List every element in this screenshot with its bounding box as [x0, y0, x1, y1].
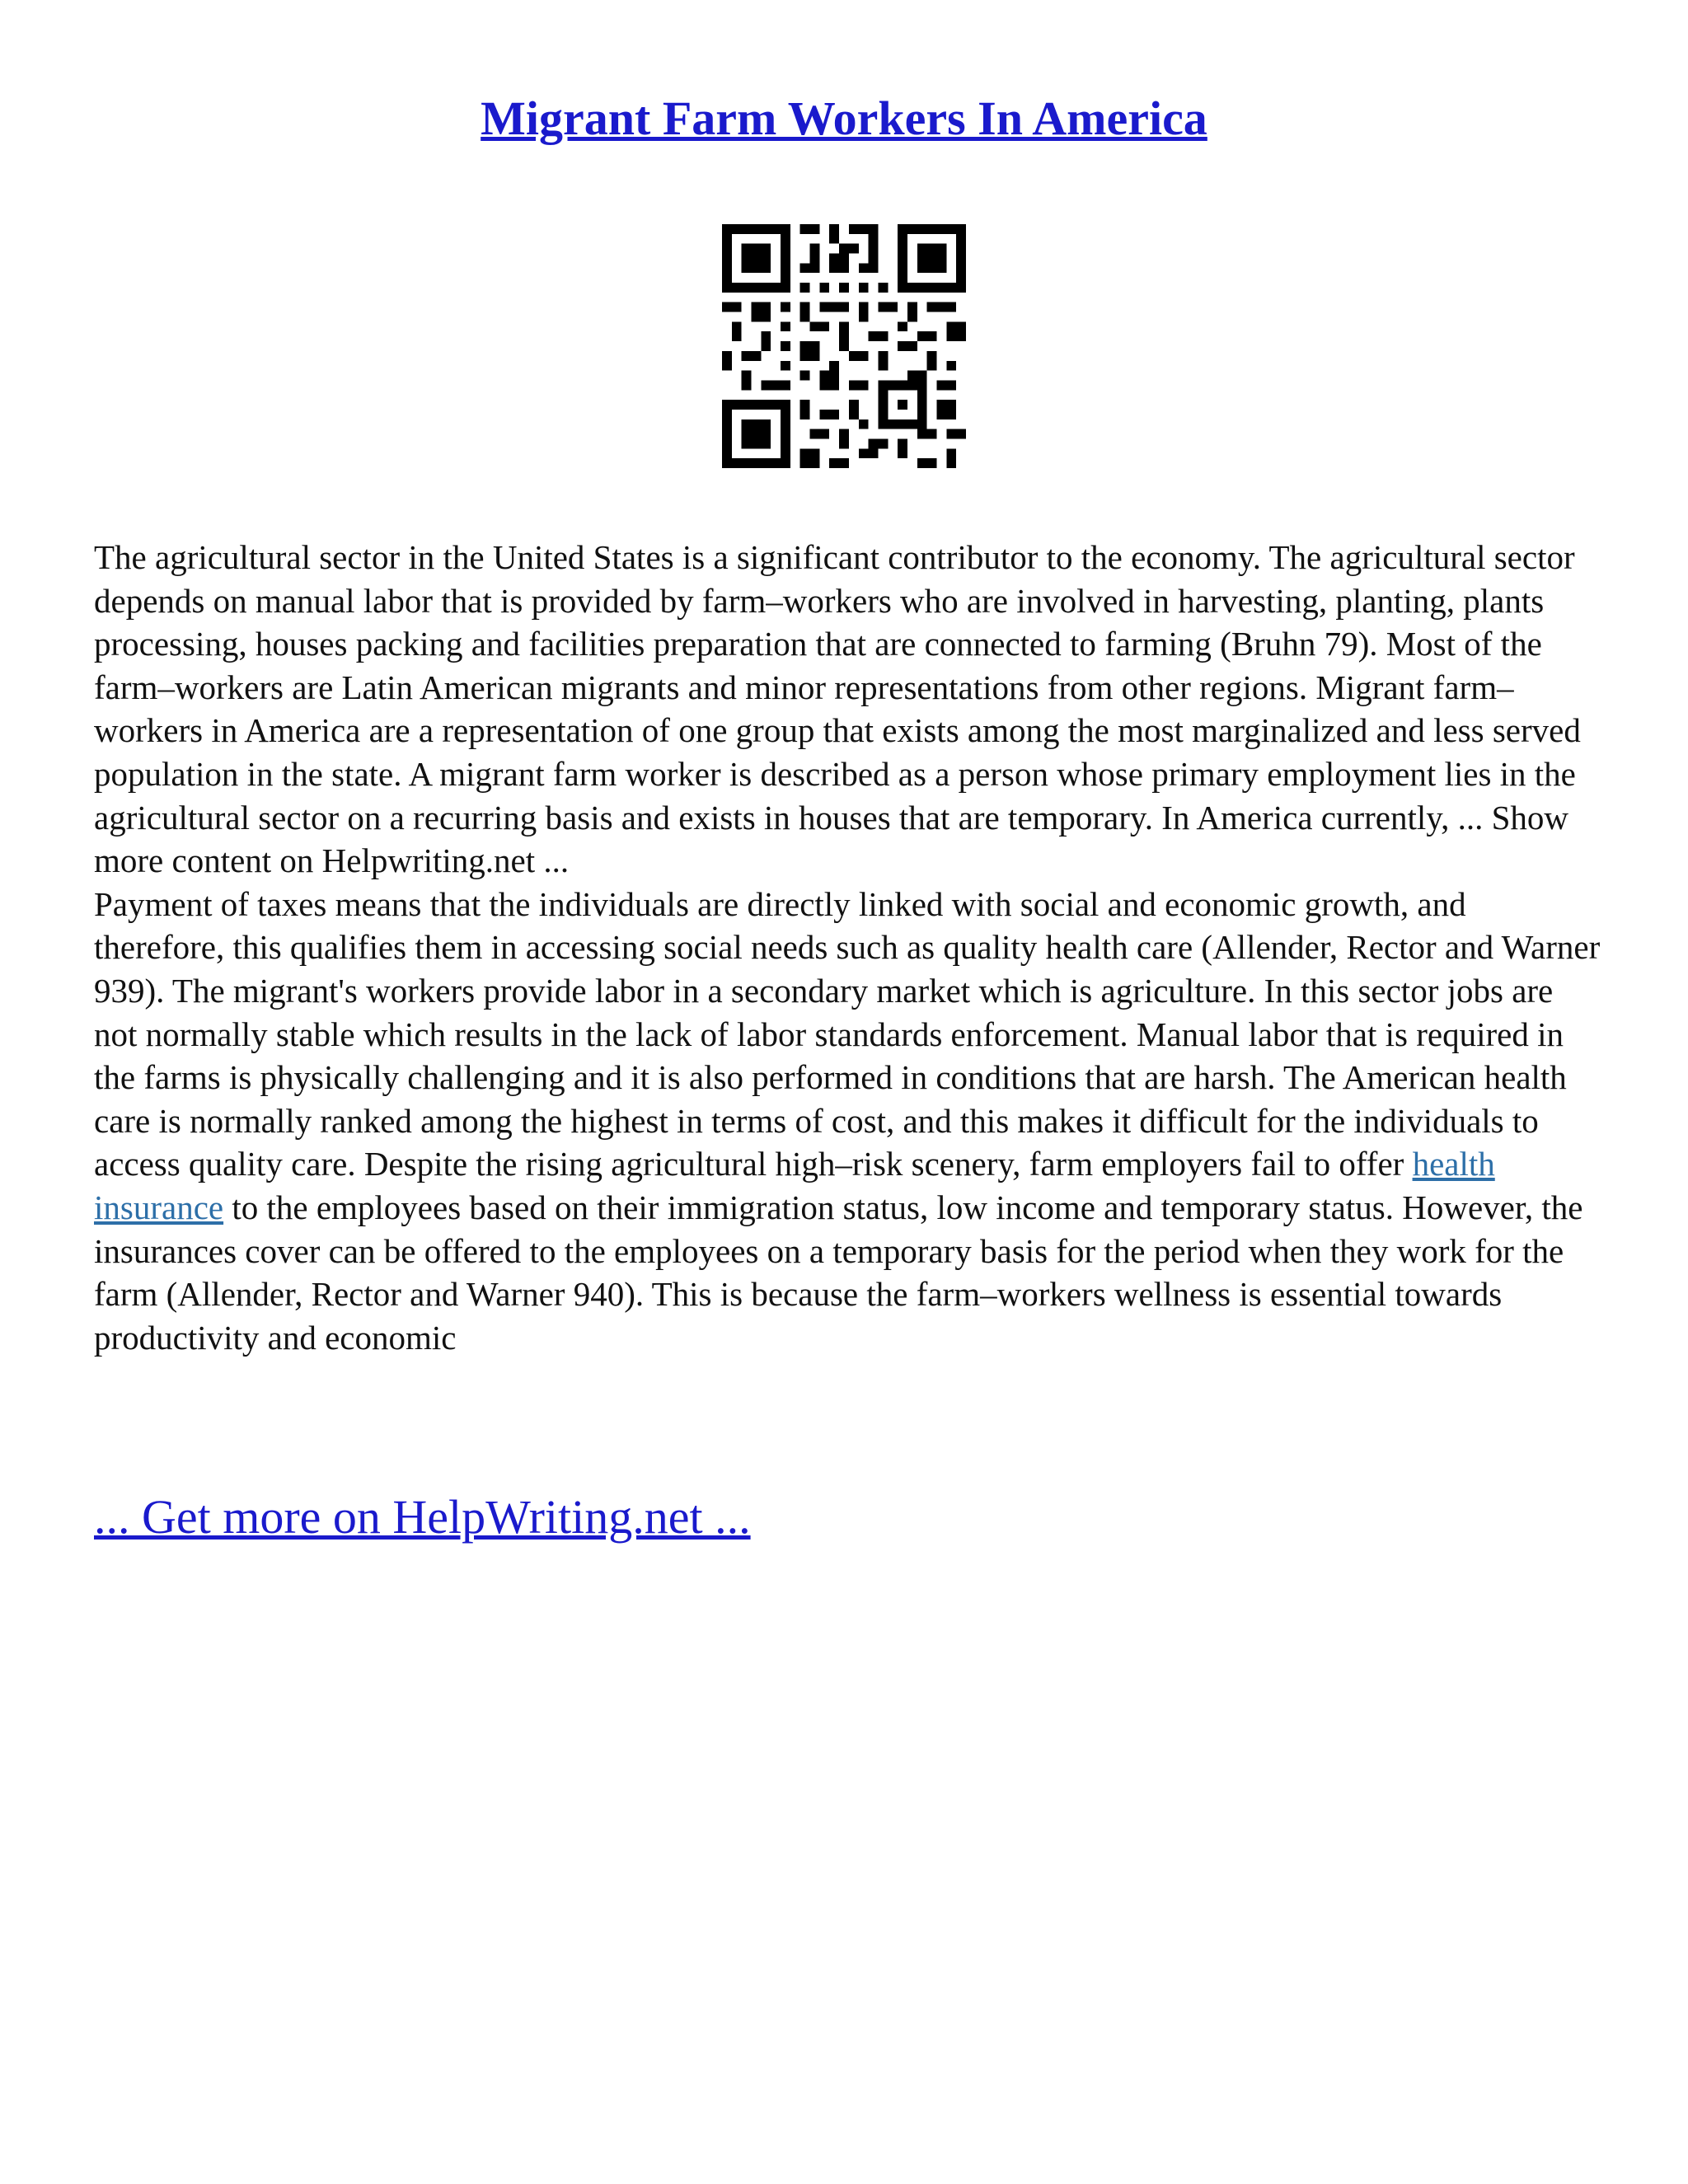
article-body — [94, 536, 1602, 1359]
get-more-link[interactable]: ... Get more on HelpWriting.net ... — [94, 1490, 751, 1544]
health-insurance-link[interactable]: health insurance — [94, 1145, 1495, 1226]
paragraph-text: to the employees based on their immigration status, low income and temporary status. However, the insurances cover can be offered to the employees on a temporary basis for the period when they work for the farm (Allender, Rector and Warner 940). This is because the farm–workers wellness is essential towards productivity and economic — [94, 1188, 1583, 1357]
paragraph-intro: The agricultural sector in the United States is a significant contributor to the economy. The agricultural sector depends on manual labor that is provided by farm–workers who are involved in harvesting, planting, plants processing, houses packing and facilities preparation that are connected to farming (Bruhn 79). Most of the farm–workers are Latin American migrants and minor representations from other regions. Migrant farm–workers in America are a representation of one group that exists among the most marginalized and less served population in the state. A migrant farm worker is described as a person whose primary employment lies in the agricultural sector on a recurring basis and exists in houses that are temporary. In America currently, ... Show more content on Helpwriting.net ... — [94, 538, 1581, 880]
paragraph-text: Payment of taxes means that the individuals are directly linked with social and economic growth, and therefore, this qualifies them in accessing social needs such as quality health care (Allender, Rector and Warner 939). The migrant's workers provide labor in a secondary market which is agriculture. In this sector jobs are not normally stable which results in the lack of labor standards enforcement. Manual labor that is required in the farms is physically challenging and it is also performed in conditions that are harsh. The American health care is normally ranked among the highest in terms of cost, and this makes it difficult for the individuals to access quality care. Despite the rising agricultural high–risk scenery, farm employers fail to offer — [94, 884, 1601, 1183]
paragraph-taxes — [94, 883, 1602, 1360]
qr-code-icon — [722, 224, 966, 468]
page-title[interactable]: Migrant Farm Workers In America — [481, 91, 1207, 145]
